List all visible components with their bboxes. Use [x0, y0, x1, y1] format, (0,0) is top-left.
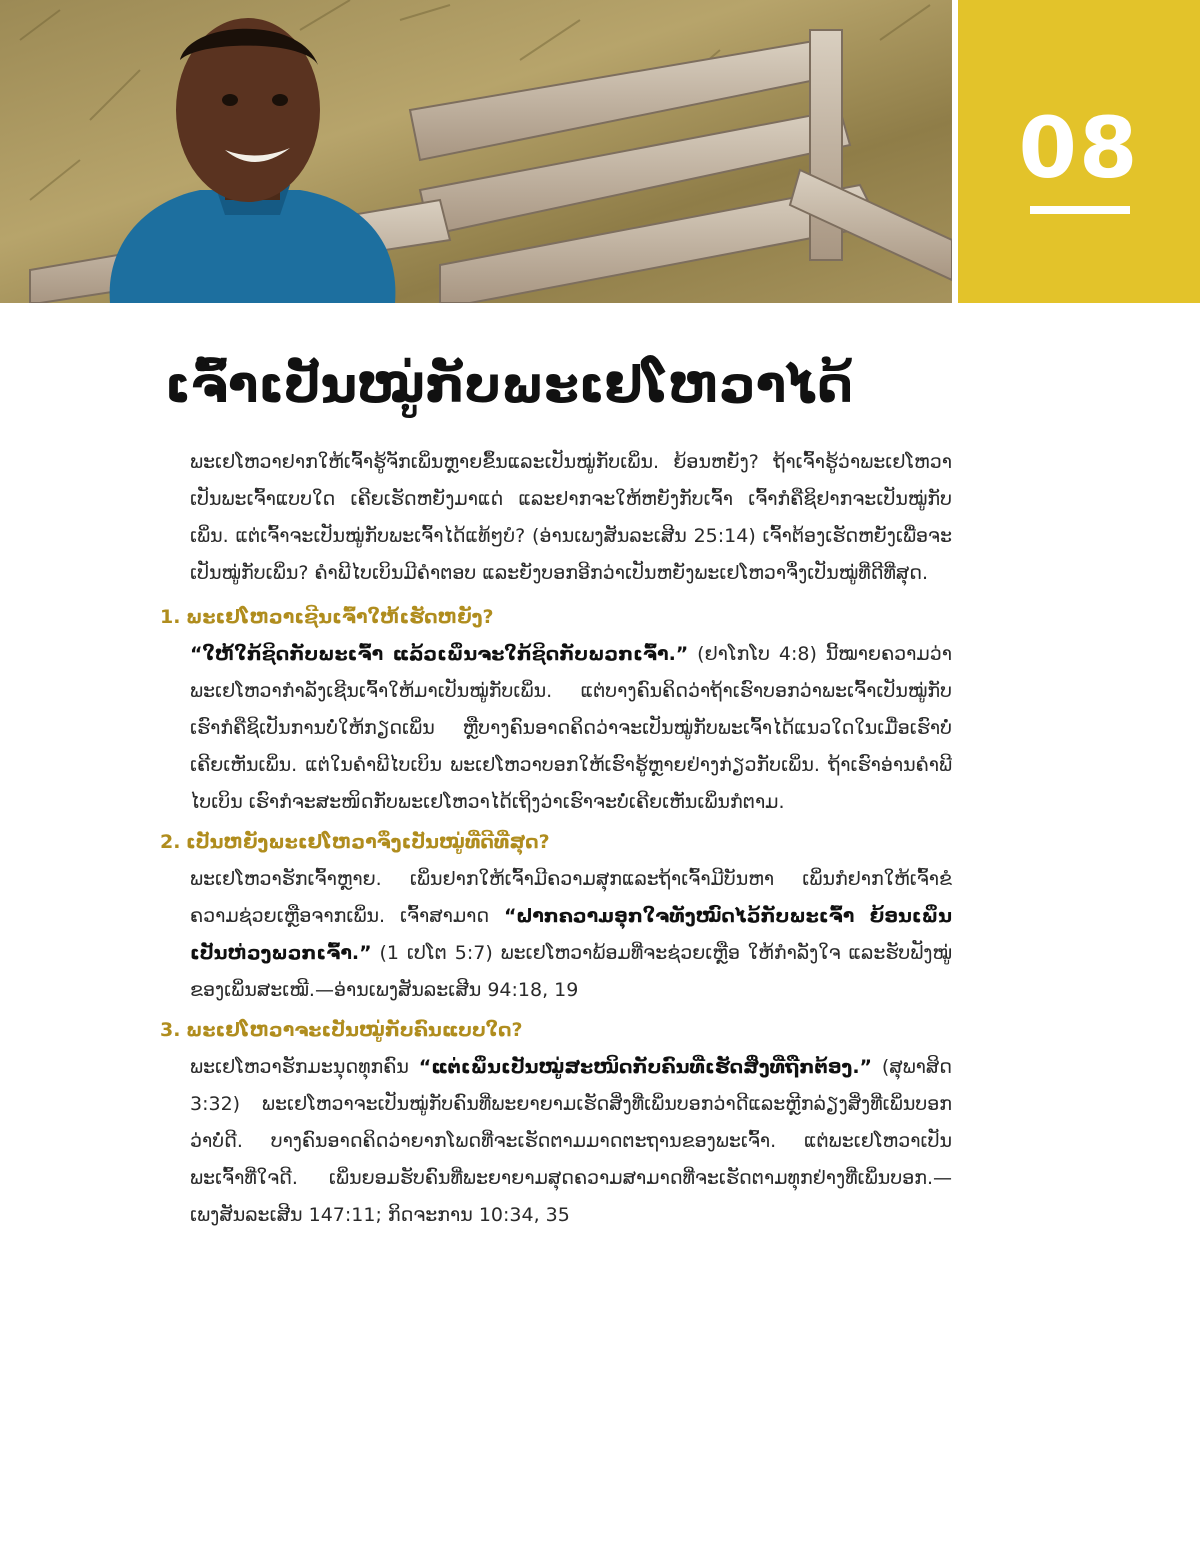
answer-3-quote: “ແຕ່ເພິ່ນເປັນໝູ່ສະໜິດກັບຄົນທີ່ເຮັດສິ່ງທີ່ຖືກຕ້ອງ.” [418, 1056, 873, 1078]
chapter-number: 08 [1018, 99, 1140, 197]
question-3-number: 3. [160, 1019, 181, 1041]
answer-3-lead: ພະເຢໂຫວາຮັກມະນຸດທຸກຄົນ [190, 1056, 419, 1078]
question-2-number: 2. [160, 831, 181, 853]
question-3 [160, 1015, 960, 1045]
answer-3 [190, 1049, 952, 1234]
answer-1-quote: “ໃຫ້ໃກ້ຊິດກັບພະເຈົ້າ ແລ້ວເພິ່ນຈະໃກ້ຊິດກັບພວກເຈົ້າ.” [190, 643, 689, 665]
answer-2 [190, 861, 952, 1009]
chapter-badge [958, 0, 1200, 303]
answer-2-body: (1 ເປໂຕ 5:7) ພະເຢໂຫວາພ້ອມທີ່ຈະຊ່ວຍເຫຼືອ ໃຫ້ກຳລັງໃຈ ແລະຮັບຟັງໝູ່ຂອງເພິ່ນສະເໝີ.—ອ່ານເພງສັນລະເສີນ 94:18, 19 [190, 942, 952, 1001]
question-1-text: ພະເຢໂຫວາເຊີນເຈົ້າໃຫ້ເຮັດຫຍັງ? [186, 606, 494, 628]
answer-1-body: (ຢາໂກໂບ 4:8) ນີ້ໝາຍຄວາມວ່າ ພະເຢໂຫວາກຳລັງເຊີນເຈົ້າໃຫ້ມາເປັນໝູ່ກັບເພິ່ນ. ແຕ່ບາງຄົນຄິດວ່າຖ້າເຮົາບອກວ່າພະເຈົ້າເປັນໝູ່ກັບເຮົາກໍຄືຊິເປັນການບໍ່ໃຫ້ກຽດເພິ່ນ ຫຼືບາງຄົນອາດຄິດວ່າຈະເປັນໝູ່ກັບພະເຈົ້າໄດ້ແນວໃດໃນເມື່ອເຮົາບໍ່ເຄີຍເຫັນເພິ່ນ. ແຕ່ໃນຄຳພີໄບເບິນ ພະເຢໂຫວາບອກໃຫ້ເຮົາຮູ້ຫຼາຍຢ່າງກ່ຽວກັບເພິ່ນ. ຖ້າເຮົາອ່ານຄຳພີໄບເບິນ ເຮົາກໍຈະສະໜິດກັບພະເຢໂຫວາໄດ້ເຖິງວ່າເຮົາຈະບໍ່ເຄີຍເຫັນເພິ່ນກໍຕາມ. [190, 643, 953, 813]
lesson-content [160, 444, 960, 1234]
page-title: ເຈົ້າເປັນໝູ່ກັບພະເຢໂຫວາໄດ້ [165, 356, 853, 414]
question-2-text: ເປັນຫຍັງພະເຢໂຫວາຈຶ່ງເປັນໝູ່ທີ່ດີທີ່ສຸດ? [186, 831, 550, 853]
question-1-number: 1. [160, 606, 181, 628]
answer-1 [190, 636, 952, 821]
chapter-underline [1030, 206, 1130, 214]
answer-2-quote: “ຝາກຄວາມອຸກໃຈທັງໝົດໄວ້ກັບພະເຈົ້າ ຍ້ອນເພິ່ນເປັນຫ່ວງພວກເຈົ້າ.” [190, 905, 953, 964]
hero-photo [0, 0, 952, 303]
question-1 [160, 602, 960, 632]
question-3-text: ພະເຢໂຫວາຈະເປັນໝູ່ກັບຄົນແບບໃດ? [186, 1019, 523, 1041]
man-on-bench-photo [0, 0, 952, 303]
intro-paragraph: ພະເຢໂຫວາຢາກໃຫ້ເຈົ້າຮູ້ຈັກເພິ່ນຫຼາຍຂຶ້ນແລະເປັນໝູ່ກັບເພິ່ນ. ຍ້ອນຫຍັງ? ຖ້າເຈົ້າຮູ້ວ່າພະເຢໂຫວາເປັນພະເຈົ້າແບບໃດ ເຄີຍເຮັດຫຍັງມາແດ່ ແລະຢາກຈະໃຫ້ຫຍັງກັບເຈົ້າ ເຈົ້າກໍຄືຊິຢາກຈະເປັນໝູ່ກັບເພິ່ນ. ແຕ່ເຈົ້າຈະເປັນໝູ່ກັບພະເຈົ້າໄດ້ແທ້ໆບໍ? (ອ່ານເພງສັນລະເສີນ 25:14) ເຈົ້າຕ້ອງເຮັດຫຍັງເພື່ອຈະເປັນໝູ່ກັບເພິ່ນ? ຄຳພີໄບເບິນມີຄຳຕອບ ແລະຍັງບອກອີກວ່າເປັນຫຍັງພະເຢໂຫວາຈຶ່ງເປັນໝູ່ທີ່ດີທີ່ສຸດ. [190, 451, 952, 584]
answer-2-lead: ພະເຢໂຫວາຮັກເຈົ້າຫຼາຍ. ເພິ່ນຢາກໃຫ້ເຈົ້າມີຄວາມສຸກແລະຖ້າເຈົ້າມີບັນຫາ ເພິ່ນກໍຢາກໃຫ້ເຈົ້າຂໍຄວາມຊ່ວຍເຫຼືອຈາກເພິ່ນ. ເຈົ້າສາມາດ [190, 868, 952, 927]
question-2 [160, 827, 960, 857]
answer-3-body: (ສຸພາສິດ 3:32) ພະເຢໂຫວາຈະເປັນໝູ່ກັບຄົນທີ່ພະຍາຍາມເຮັດສິ່ງທີ່ເພິ່ນບອກວ່າດີແລະຫຼີກລ່ຽງສິ່ງທີ່ເພິ່ນບອກວ່າບໍ່ດີ. ບາງຄົນອາດຄິດວ່າຍາກໂພດທີ່ຈະເຮັດຕາມມາດຕະຖານຂອງພະເຈົ້າ. ແຕ່ພະເຢໂຫວາເປັນພະເຈົ້າທີ່ໃຈດີ. ເພິ່ນຍອມຮັບຄົນທີ່ພະຍາຍາມສຸດຄວາມສາມາດທີ່ຈະເຮັດຕາມທຸກຢ່າງທີ່ເພິ່ນບອກ.—ເພງສັນລະເສີນ 147:11; ກິດຈະການ 10:34, 35 [190, 1056, 952, 1226]
